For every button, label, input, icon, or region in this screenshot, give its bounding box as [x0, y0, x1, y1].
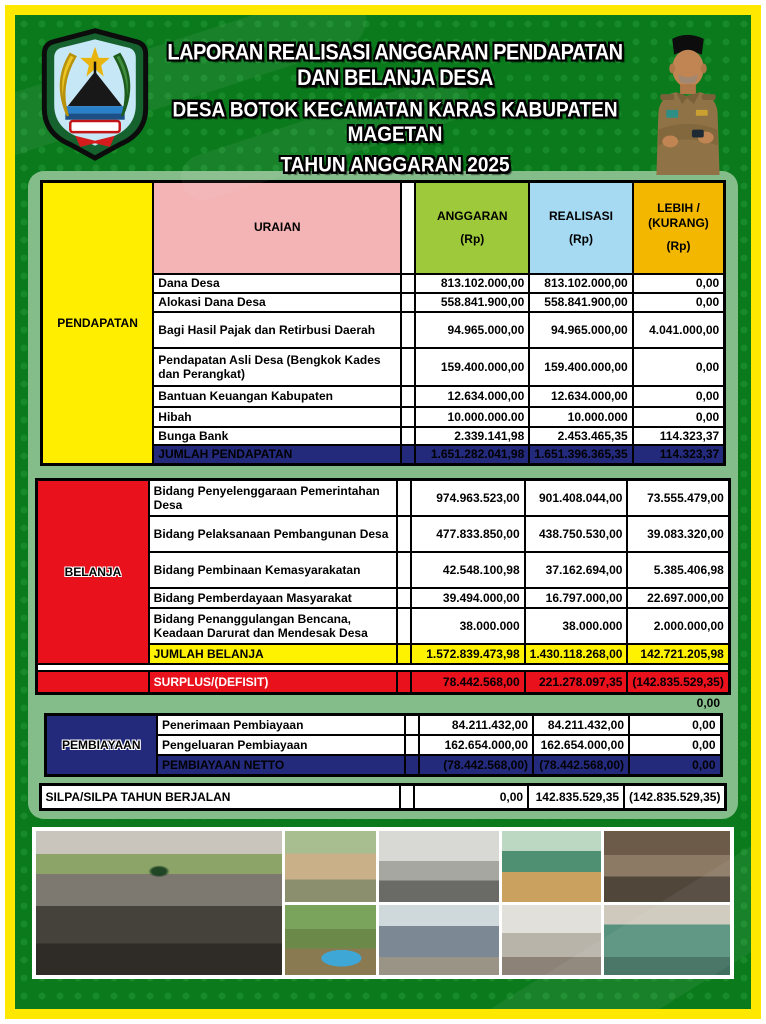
tables-panel: [28, 171, 738, 819]
anggaran-value: 78.442.568,00: [411, 671, 525, 694]
column-header-realisasi-unit: (Rp): [568, 231, 593, 246]
anggaran-value: 162.654.000,00: [419, 735, 533, 755]
realisasi-value: 94.965.000,00: [529, 312, 632, 348]
column-header-realisasi-line1: REALISASI: [548, 208, 613, 223]
spacer-column: [397, 516, 411, 552]
realisasi-value: 221.278.097,35: [525, 671, 628, 694]
row-uraian: Alokasi Dana Desa: [153, 293, 401, 312]
selisih-value: 5.385.406,98: [627, 552, 729, 588]
anggaran-value: 84.211.432,00: [419, 715, 533, 735]
photo-column: [604, 831, 730, 975]
section-label-pembiayaan: PEMBIAYAAN: [45, 715, 157, 776]
header: [15, 15, 751, 178]
photo-group-hall: [36, 831, 282, 975]
surplus-row: [37, 671, 730, 694]
anggaran-value: 1.572.839.473,98: [411, 644, 525, 664]
belanja-table: [35, 478, 731, 695]
anggaran-value: (78.442.568,00): [419, 755, 533, 776]
spacer-column: [397, 644, 411, 664]
anggaran-value: 477.833.850,00: [411, 516, 525, 552]
selisih-value: 2.000.000,00: [627, 608, 729, 644]
spacer-column: [405, 755, 419, 776]
selisih-value: 0,00: [633, 293, 725, 312]
realisasi-value: 438.750.530,00: [525, 516, 628, 552]
spacer-column: [397, 480, 411, 516]
surplus-empty-cell: [37, 671, 149, 694]
row-uraian: Bidang Pemberdayaan Masyarakat: [149, 588, 397, 608]
spacer-column: [401, 445, 415, 465]
column-header-lebih-unit: (Rp): [666, 239, 691, 254]
photo-marching-lineup: [379, 905, 499, 976]
spacer-column: [401, 312, 415, 348]
silpa-table: [39, 783, 728, 811]
spacer-column: [401, 386, 415, 407]
row-uraian: Bidang Penyelenggaraan Pemerintahan Desa: [149, 480, 397, 516]
realisasi-value: 37.162.694,00: [525, 552, 628, 588]
title-block: [159, 27, 631, 177]
anggaran-value: 42.548.100,98: [411, 552, 525, 588]
column-header-lebih-kurang: [633, 182, 725, 274]
row-uraian: Bidang Penanggulangan Bencana, Keadaan Darurat dan Mendesak Desa: [149, 608, 397, 644]
spacer-column: [401, 274, 415, 293]
spacer-column: [401, 407, 415, 427]
selisih-value: 114.323,37: [633, 427, 725, 445]
village-subtitle: DESA BOTOK KECAMATAN KARAS KABUPATEN MAGETAN: [172, 98, 618, 147]
table-row: [45, 715, 721, 735]
row-uraian: Bantuan Keuangan Kabupaten: [153, 386, 401, 407]
row-uraian: Bidang Pelaksanaan Pembangunan Desa: [149, 516, 397, 552]
realisasi-value: 558.841.900,00: [529, 293, 632, 312]
selisih-value: 0,00: [633, 386, 725, 407]
stray-zero-value: 0,00: [696, 696, 720, 710]
green-background: [15, 15, 751, 1009]
spacer-column: [397, 608, 411, 644]
anggaran-value: 974.963.523,00: [411, 480, 525, 516]
row-uraian: Bidang Pembinaan Kemasyarakatan: [149, 552, 397, 588]
photo-trophy-women: [604, 905, 730, 976]
column-header-anggaran: [415, 182, 529, 274]
realisasi-value: 1.651.396.365,35: [529, 445, 632, 465]
selisih-value: (142.835.529,35): [627, 671, 729, 694]
selisih-value: 4.041.000,00: [633, 312, 725, 348]
yellow-frame: [5, 5, 761, 1019]
selisih-value: 73.555.479,00: [627, 480, 729, 516]
silpa-row: [40, 785, 726, 810]
photo-column: [36, 831, 282, 975]
column-header-uraian: URAIAN: [153, 182, 401, 274]
total-label: JUMLAH BELANJA: [149, 644, 397, 664]
photo-road-construction: [285, 831, 376, 902]
photo-indoor-trio: [502, 905, 601, 976]
pendapatan-table: [40, 180, 726, 466]
column-header-anggaran-line1: ANGGARAN: [436, 208, 508, 223]
selisih-value: 0,00: [629, 715, 721, 735]
realisasi-value: 1.430.118.268,00: [525, 644, 628, 664]
selisih-value: 0,00: [633, 407, 725, 427]
photo-column: [285, 831, 376, 975]
selisih-value: 0,00: [633, 274, 725, 293]
selisih-value: 0,00: [633, 348, 725, 386]
column-header-realisasi: [529, 182, 632, 274]
photo-farm-field: [285, 905, 376, 976]
table-row: [37, 480, 730, 516]
column-header-lebih-line1: LEBIH /: [657, 201, 700, 216]
spacer-column: [397, 588, 411, 608]
section-label-belanja: BELANJA: [37, 480, 149, 664]
spacer-column: [400, 785, 414, 810]
realisasi-value: 84.211.432,00: [533, 715, 629, 735]
realisasi-value: 159.400.000,00: [529, 348, 632, 386]
anggaran-value: 159.400.000,00: [415, 348, 529, 386]
spacer-column: [401, 293, 415, 312]
village-head-photo: [631, 27, 743, 175]
row-uraian: Pendapatan Asli Desa (Bengkok Kades dan Perangkat): [153, 348, 401, 386]
anggaran-value: 813.102.000,00: [415, 274, 529, 293]
row-uraian: Dana Desa: [153, 274, 401, 293]
photo-column: [379, 831, 499, 975]
spacer-column: [397, 552, 411, 588]
anggaran-value: 10.000.000.00: [415, 407, 529, 427]
spacer-column: [405, 715, 419, 735]
row-uraian: Hibah: [153, 407, 401, 427]
realisasi-value: 2.453.465,35: [529, 427, 632, 445]
spacer-column: [401, 348, 415, 386]
selisih-value: 0,00: [629, 755, 721, 776]
realisasi-value: 12.634.000,00: [529, 386, 632, 407]
selisih-value: 0,00: [629, 735, 721, 755]
row-uraian: Penerimaan Pembiayaan: [157, 715, 405, 735]
anggaran-value: 12.634.000,00: [415, 386, 529, 407]
total-label: JUMLAH PENDAPATAN: [153, 445, 401, 465]
anggaran-value: 558.841.900,00: [415, 293, 529, 312]
realisasi-value: 38.000.000: [525, 608, 628, 644]
photo-award-handover: [379, 831, 499, 902]
section-label-pendapatan: PENDAPATAN: [41, 182, 153, 465]
anggaran-value: 94.965.000,00: [415, 312, 529, 348]
realisasi-value: 813.102.000,00: [529, 274, 632, 293]
row-uraian: Bunga Bank: [153, 427, 401, 445]
photo-food-table: [502, 831, 601, 902]
selisih-value: 22.697.000,00: [627, 588, 729, 608]
photo-column: [502, 831, 601, 975]
realisasi-value: 162.654.000,00: [533, 735, 629, 755]
realisasi-value: 901.408.044,00: [525, 480, 628, 516]
pembiayaan-table: [44, 713, 723, 777]
realisasi-value: 16.797.000,00: [525, 588, 628, 608]
silpa-label: SILPA/SILPA TAHUN BERJALAN: [40, 785, 400, 810]
photo-collage: [32, 827, 734, 979]
anggaran-value: 1.651.282.041,98: [415, 445, 529, 465]
selisih-value: 39.083.320,00: [627, 516, 729, 552]
realisasi-value: 10.000.000: [529, 407, 632, 427]
report-title: LAPORAN REALISASI ANGGARAN PENDAPATAN DAN BELANJA DESA: [167, 40, 623, 91]
photo-night-gathering: [604, 831, 730, 902]
anggaran-value: 39.494.000,00: [411, 588, 525, 608]
spacer-column: [401, 182, 415, 274]
row-uraian: Bagi Hasil Pajak dan Retirbusi Daerah: [153, 312, 401, 348]
anggaran-value: 38.000.000: [411, 608, 525, 644]
selisih-value: 114.323,37: [633, 445, 725, 465]
anggaran-value: 2.339.141,98: [415, 427, 529, 445]
realisasi-value: 142.835.529,35: [528, 785, 624, 810]
realisasi-value: (78.442.568,00): [533, 755, 629, 776]
row-uraian: Pengeluaran Pembiayaan: [157, 735, 405, 755]
selisih-value: 142.721.205,98: [627, 644, 729, 664]
spacer-column: [405, 735, 419, 755]
column-header-anggaran-unit: (Rp): [460, 231, 485, 246]
anggaran-value: 0,00: [414, 785, 528, 810]
total-label: PEMBIAYAAN NETTO: [157, 755, 405, 776]
magetan-regency-logo: [31, 27, 159, 163]
surplus-label: SURPLUS/(DEFISIT): [149, 671, 397, 694]
fiscal-year: TAHUN ANGGARAN 2025: [280, 153, 510, 178]
selisih-value: (142.835.529,35): [624, 785, 726, 810]
spacer-column: [401, 427, 415, 445]
spacer-column: [397, 671, 411, 694]
column-header-lebih-line2: (KURANG): [648, 216, 709, 231]
white-divider-row: [37, 664, 730, 671]
